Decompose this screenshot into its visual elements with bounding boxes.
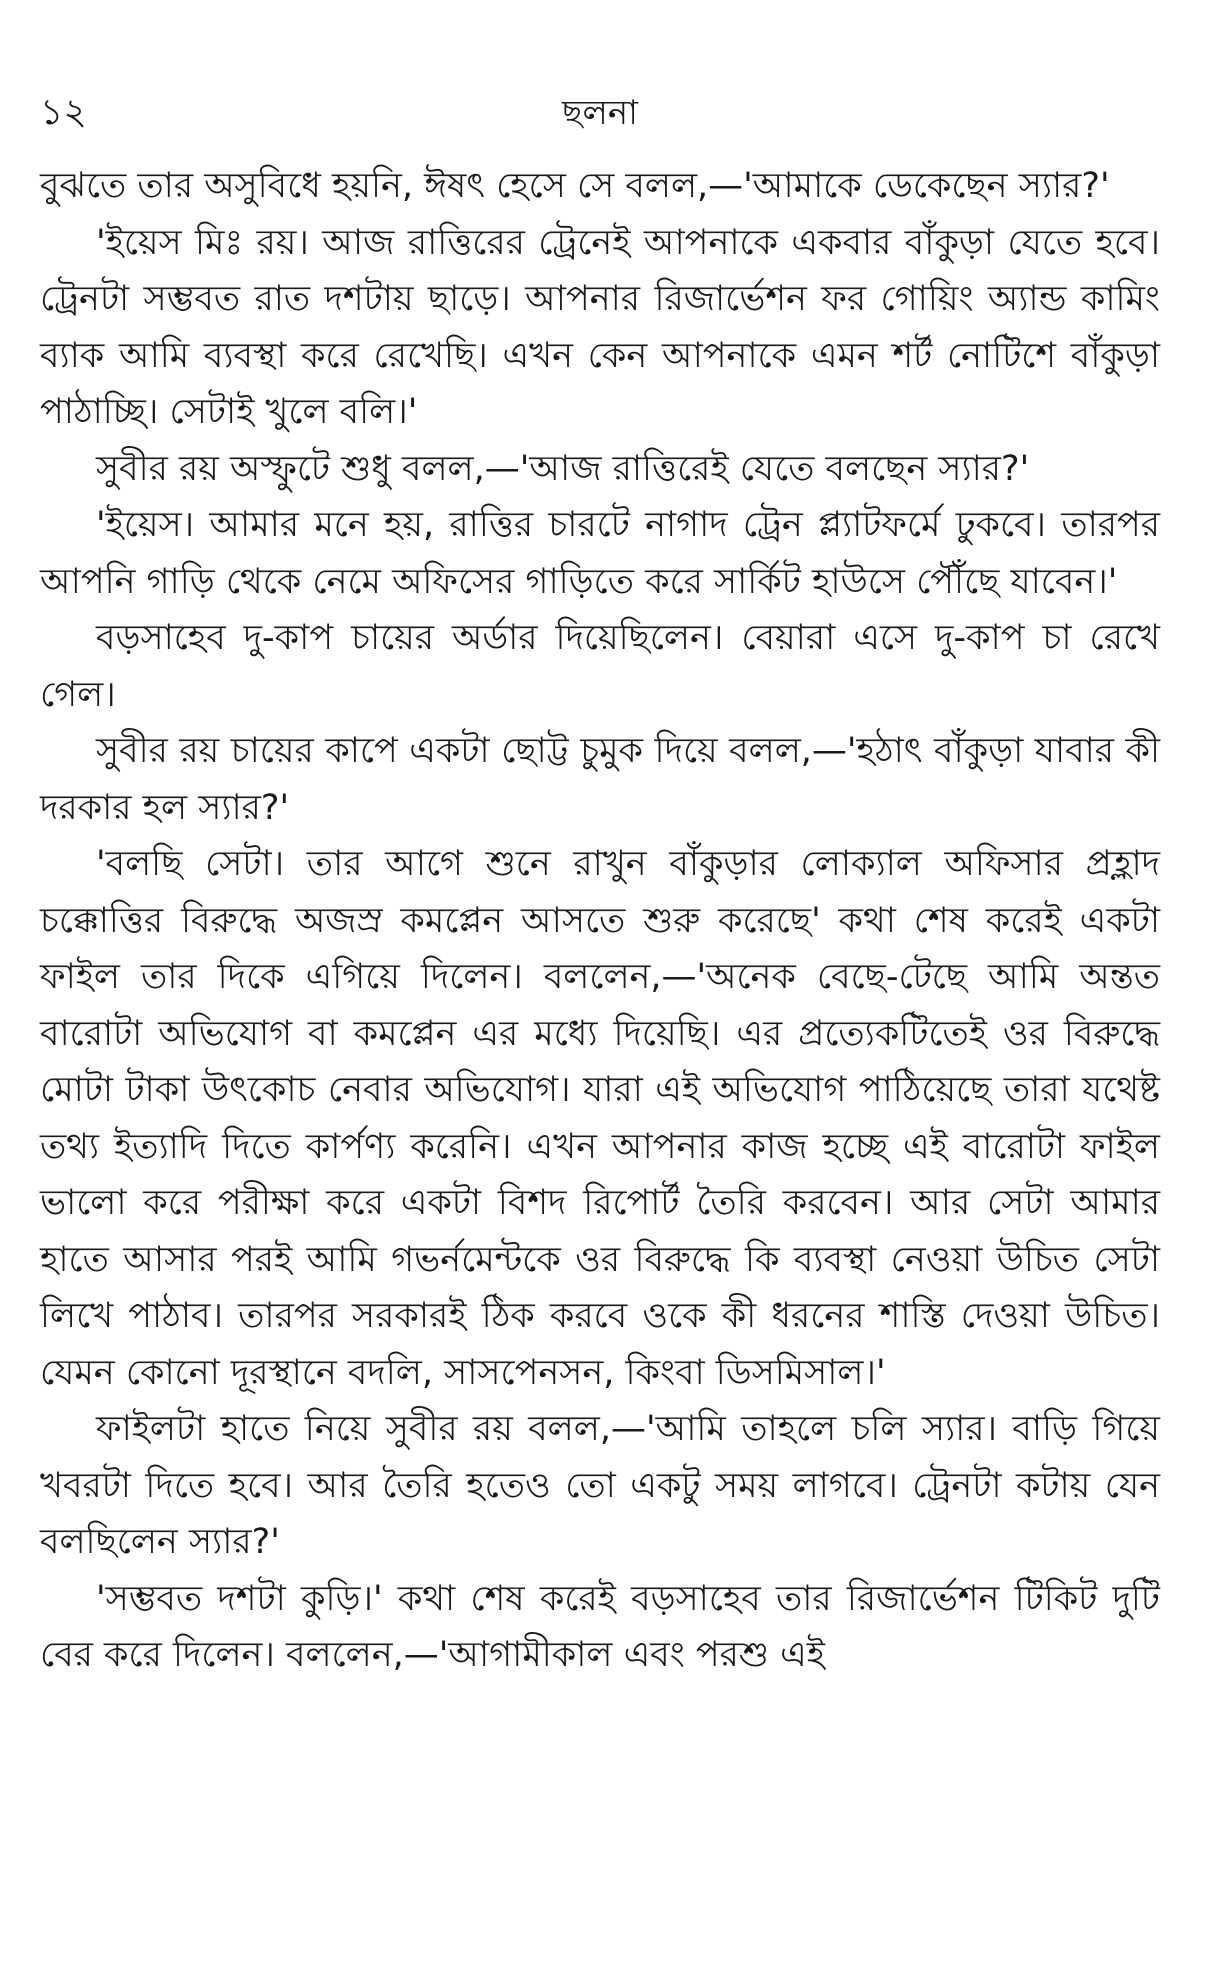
paragraph: বড়সাহেব দু-কাপ চায়ের অর্ডার দিয়েছিলেন। বেয়ারা এসে দু-কাপ চা রেখে গেল। <box>40 618 1160 715</box>
paragraph: ফাইলটা হাতে নিয়ে সুবীর রয় বলল,—'আমি তাহলে চলি স্যার। বাড়ি গিয়ে খবরটা দিতে হবে। আর তৈরি হতেও তো একটু সময় লাগবে। ট্রেনটা কটায় যেন বলছিলেন স্যার?' <box>40 1409 1160 1562</box>
paragraph: 'ইয়েস মিঃ রয়। আজ রাত্তিরের ট্রেনেই আপনাকে একবার বাঁকুড়া যেতে হবে। ট্রেনটা সম্ভবত রাত দশটায় ছাড়ে। আপনার রিজার্ভেশন ফর গোয়িং অ্যান্ড কামিং ব্যাক আমি ব্যবস্থা করে রেখেছি। এখন কেন আপনাকে এমন শর্ট নোটিশে বাঁকুড়া পাঠাচ্ছি। সেটাই খুলে বলি।' <box>40 222 1160 432</box>
paragraph: সুবীর রয় অস্ফুটে শুধু বলল,—'আজ রাত্তিরেই যেতে বলছেন স্যার?' <box>96 448 1030 489</box>
paragraph: বুঝতে তার অসুবিধে হয়নি, ঈষৎ হেসে সে বলল,—'আমাকে ডেকেছেন স্যার?' <box>40 166 1110 206</box>
body-text <box>40 158 1160 1684</box>
paragraph: সুবীর রয় চায়ের কাপে একটা ছোট্ট চুমুক দিয়ে বলল,—'হঠাৎ বাঁকুড়া যাবার কী দরকার হল স্যার?' <box>40 731 1160 828</box>
running-title: ছলনা <box>561 93 639 133</box>
page-header <box>40 88 1160 138</box>
paragraph: 'ইয়েস। আমার মনে হয়, রাত্তির চারটে নাগাদ ট্রেন প্ল্যাটফর্মে ঢুকবে। তারপর আপনি গাড়ি থেকে নেমে অফিসের গাড়িতে করে সার্কিট হাউসে পৌঁছে যাবেন।' <box>40 505 1160 602</box>
page-number: ১২ <box>40 92 87 133</box>
paragraph: 'বলছি সেটা। তার আগে শুনে রাখুন বাঁকুড়ার লোক্যাল অফিসার প্রহ্লাদ চক্কোত্তির বিরুদ্ধে অজস্র কমপ্লেন আসতে শুরু করেছে' কথা শেষ করেই একটা ফাইল তার দিকে এগিয়ে দিলেন। বললেন,—'অনেক বেছে-টেছে আমি অন্তত বারোটা অভিযোগ বা কমপ্লেন এর মধ্যে দিয়েছি। এর প্রত্যেকটিতেই ওর বিরুদ্ধে মোটা টাকা উৎকোচ নেবার অভিযোগ। যারা এই অভিযোগ পাঠিয়েছে তারা যথেষ্ট তথ্য ইত্যাদি দিতে কার্পণ্য করেনি। এখন আপনার কাজ হচ্ছে এই বারোটা ফাইল ভালো করে পরীক্ষা করে একটা বিশদ রিপোর্ট তৈরি করবেন। আর সেটা আমার হাতে আসার পরই আমি গভর্নমেন্টকে ওর বিরুদ্ধে কি ব্যবস্থা নেওয়া উচিত সেটা লিখে পাঠাব। তারপর সরকারই ঠিক করবে ওকে কী ধরনের শাস্তি দেওয়া উচিত। যেমন কোনো দূরস্থানে বদলি, সাসপেনসন, কিংবা ডিসমিসাল।' <box>40 844 1160 1393</box>
paragraph: 'সম্ভবত দশটা কুড়ি।' কথা শেষ করেই বড়সাহেব তার রিজার্ভেশন টিকিট দুটি বের করে দিলেন। বললেন,—'আগামীকাল এবং পরশু এই <box>40 1578 1160 1675</box>
